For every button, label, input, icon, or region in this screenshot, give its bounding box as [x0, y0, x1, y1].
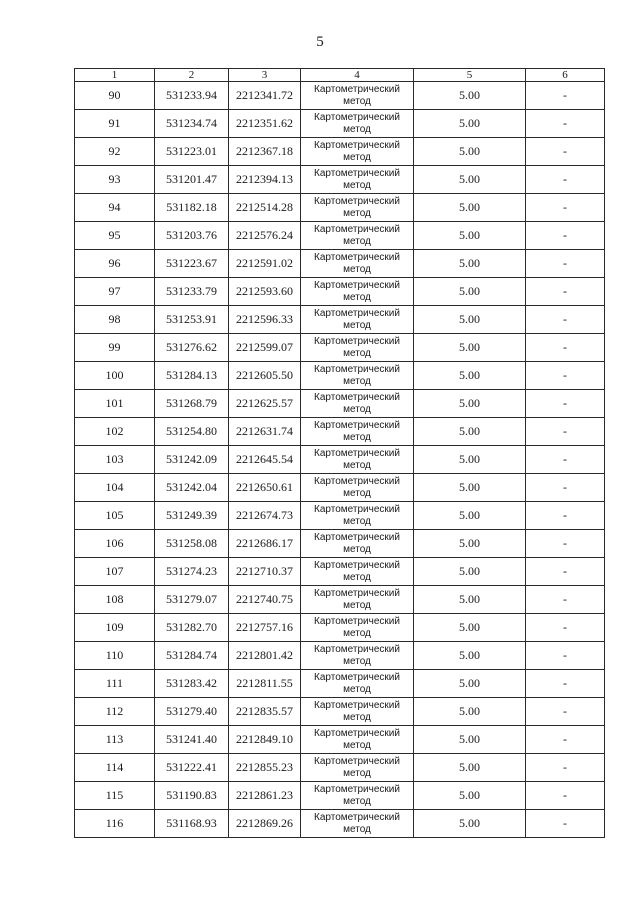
- point-number-cell: 110: [75, 642, 155, 670]
- method-line-1: Картометрический: [314, 755, 400, 767]
- table-row: [75, 698, 605, 726]
- description-cell: -: [526, 726, 605, 754]
- point-number-cell: 98: [75, 306, 155, 334]
- method-line-2: метод: [343, 487, 371, 499]
- point-number-cell: 108: [75, 586, 155, 614]
- method-line-1: Картометрический: [314, 643, 400, 655]
- method-line-2: метод: [343, 403, 371, 415]
- y-coordinate-cell: 2212576.24: [229, 222, 301, 250]
- x-coordinate-cell: 531254.80: [155, 418, 229, 446]
- method-line-2: метод: [343, 795, 371, 807]
- method-cell: [301, 362, 414, 390]
- method-line-2: метод: [343, 431, 371, 443]
- x-coordinate-cell: 531276.62: [155, 334, 229, 362]
- method-line-1: Картометрический: [314, 139, 400, 151]
- x-coordinate-cell: 531233.94: [155, 82, 229, 110]
- description-cell: -: [526, 334, 605, 362]
- y-coordinate-cell: 2212351.62: [229, 110, 301, 138]
- description-cell: -: [526, 698, 605, 726]
- y-coordinate-cell: 2212650.61: [229, 474, 301, 502]
- method-cell: [301, 222, 414, 250]
- y-coordinate-cell: 2212625.57: [229, 390, 301, 418]
- point-number-cell: 113: [75, 726, 155, 754]
- method-cell: [301, 166, 414, 194]
- header-cell: 5: [414, 69, 526, 82]
- accuracy-cell: 5.00: [414, 502, 526, 530]
- table-row: [75, 138, 605, 166]
- method-line-1: Картометрический: [314, 391, 400, 403]
- y-coordinate-cell: 2212855.23: [229, 754, 301, 782]
- table-row: [75, 670, 605, 698]
- description-cell: -: [526, 614, 605, 642]
- y-coordinate-cell: 2212591.02: [229, 250, 301, 278]
- method-line-2: метод: [343, 459, 371, 471]
- description-cell: -: [526, 558, 605, 586]
- y-coordinate-cell: 2212599.07: [229, 334, 301, 362]
- x-coordinate-cell: 531279.40: [155, 698, 229, 726]
- point-number-cell: 112: [75, 698, 155, 726]
- y-coordinate-cell: 2212341.72: [229, 82, 301, 110]
- method-line-2: метод: [343, 95, 371, 107]
- header-cell: 4: [301, 69, 414, 82]
- method-line-1: Картометрический: [314, 699, 400, 711]
- description-cell: -: [526, 530, 605, 558]
- accuracy-cell: 5.00: [414, 418, 526, 446]
- method-line-2: метод: [343, 515, 371, 527]
- method-cell: [301, 810, 414, 838]
- description-cell: -: [526, 390, 605, 418]
- x-coordinate-cell: 531223.01: [155, 138, 229, 166]
- description-cell: -: [526, 166, 605, 194]
- accuracy-cell: 5.00: [414, 586, 526, 614]
- y-coordinate-cell: 2212605.50: [229, 362, 301, 390]
- point-number-cell: 103: [75, 446, 155, 474]
- coordinates-table: [74, 68, 605, 838]
- x-coordinate-cell: 531284.74: [155, 642, 229, 670]
- method-line-1: Картометрический: [314, 363, 400, 375]
- description-cell: -: [526, 250, 605, 278]
- point-number-cell: 90: [75, 82, 155, 110]
- y-coordinate-cell: 2212861.23: [229, 782, 301, 810]
- x-coordinate-cell: 531279.07: [155, 586, 229, 614]
- accuracy-cell: 5.00: [414, 670, 526, 698]
- header-cell: 1: [75, 69, 155, 82]
- table-row: [75, 194, 605, 222]
- y-coordinate-cell: 2212631.74: [229, 418, 301, 446]
- method-cell: [301, 558, 414, 586]
- method-cell: [301, 642, 414, 670]
- description-cell: -: [526, 138, 605, 166]
- x-coordinate-cell: 531233.79: [155, 278, 229, 306]
- x-coordinate-cell: 531274.23: [155, 558, 229, 586]
- method-line-1: Картометрический: [314, 559, 400, 571]
- header-cell: 3: [229, 69, 301, 82]
- table-row: [75, 782, 605, 810]
- method-line-2: метод: [343, 207, 371, 219]
- description-cell: -: [526, 782, 605, 810]
- method-line-1: Картометрический: [314, 111, 400, 123]
- method-line-2: метод: [343, 627, 371, 639]
- method-cell: [301, 250, 414, 278]
- method-cell: [301, 418, 414, 446]
- description-cell: -: [526, 474, 605, 502]
- accuracy-cell: 5.00: [414, 698, 526, 726]
- point-number-cell: 96: [75, 250, 155, 278]
- point-number-cell: 102: [75, 418, 155, 446]
- point-number-cell: 116: [75, 810, 155, 838]
- method-line-1: Картометрический: [314, 335, 400, 347]
- x-coordinate-cell: 531190.83: [155, 782, 229, 810]
- accuracy-cell: 5.00: [414, 530, 526, 558]
- method-cell: [301, 334, 414, 362]
- x-coordinate-cell: 531242.09: [155, 446, 229, 474]
- table-row: [75, 110, 605, 138]
- description-cell: -: [526, 110, 605, 138]
- method-line-1: Картометрический: [314, 195, 400, 207]
- method-cell: [301, 670, 414, 698]
- method-line-2: метод: [343, 823, 371, 835]
- y-coordinate-cell: 2212801.42: [229, 642, 301, 670]
- y-coordinate-cell: 2212514.28: [229, 194, 301, 222]
- table-row: [75, 250, 605, 278]
- method-cell: [301, 698, 414, 726]
- method-line-1: Картометрический: [314, 419, 400, 431]
- accuracy-cell: 5.00: [414, 642, 526, 670]
- method-cell: [301, 726, 414, 754]
- y-coordinate-cell: 2212367.18: [229, 138, 301, 166]
- point-number-cell: 99: [75, 334, 155, 362]
- point-number-cell: 107: [75, 558, 155, 586]
- x-coordinate-cell: 531223.67: [155, 250, 229, 278]
- table-row: [75, 474, 605, 502]
- table-row: [75, 82, 605, 110]
- table-row: [75, 222, 605, 250]
- table-row: [75, 446, 605, 474]
- accuracy-cell: 5.00: [414, 166, 526, 194]
- table-row: [75, 390, 605, 418]
- method-line-2: метод: [343, 543, 371, 555]
- table-row: [75, 810, 605, 838]
- point-number-cell: 91: [75, 110, 155, 138]
- page-number: 5: [316, 34, 324, 50]
- method-line-2: метод: [343, 739, 371, 751]
- y-coordinate-cell: 2212645.54: [229, 446, 301, 474]
- method-line-1: Картометрический: [314, 531, 400, 543]
- accuracy-cell: 5.00: [414, 222, 526, 250]
- method-cell: [301, 390, 414, 418]
- description-cell: -: [526, 642, 605, 670]
- method-cell: [301, 614, 414, 642]
- method-line-2: метод: [343, 123, 371, 135]
- method-line-1: Картометрический: [314, 587, 400, 599]
- method-cell: [301, 474, 414, 502]
- table-row: [75, 558, 605, 586]
- description-cell: -: [526, 502, 605, 530]
- method-line-1: Картометрический: [314, 307, 400, 319]
- method-line-1: Картометрический: [314, 503, 400, 515]
- description-cell: -: [526, 82, 605, 110]
- method-line-2: метод: [343, 571, 371, 583]
- accuracy-cell: 5.00: [414, 278, 526, 306]
- description-cell: -: [526, 754, 605, 782]
- table-row: [75, 614, 605, 642]
- x-coordinate-cell: 531201.47: [155, 166, 229, 194]
- method-line-2: метод: [343, 375, 371, 387]
- header-cell: 2: [155, 69, 229, 82]
- method-cell: [301, 782, 414, 810]
- x-coordinate-cell: 531284.13: [155, 362, 229, 390]
- method-line-2: метод: [343, 291, 371, 303]
- point-number-cell: 111: [75, 670, 155, 698]
- method-cell: [301, 82, 414, 110]
- y-coordinate-cell: 2212740.75: [229, 586, 301, 614]
- method-line-1: Картометрический: [314, 83, 400, 95]
- accuracy-cell: 5.00: [414, 782, 526, 810]
- accuracy-cell: 5.00: [414, 474, 526, 502]
- table-row: [75, 726, 605, 754]
- point-number-cell: 92: [75, 138, 155, 166]
- method-line-1: Картометрический: [314, 783, 400, 795]
- point-number-cell: 94: [75, 194, 155, 222]
- x-coordinate-cell: 531268.79: [155, 390, 229, 418]
- method-line-1: Картометрический: [314, 167, 400, 179]
- y-coordinate-cell: 2212869.26: [229, 810, 301, 838]
- y-coordinate-cell: 2212835.57: [229, 698, 301, 726]
- table-row: [75, 306, 605, 334]
- y-coordinate-cell: 2212596.33: [229, 306, 301, 334]
- table-row: [75, 530, 605, 558]
- x-coordinate-cell: 531168.93: [155, 810, 229, 838]
- method-line-1: Картометрический: [314, 615, 400, 627]
- point-number-cell: 106: [75, 530, 155, 558]
- accuracy-cell: 5.00: [414, 250, 526, 278]
- description-cell: -: [526, 670, 605, 698]
- accuracy-cell: 5.00: [414, 334, 526, 362]
- accuracy-cell: 5.00: [414, 614, 526, 642]
- method-cell: [301, 586, 414, 614]
- point-number-cell: 114: [75, 754, 155, 782]
- header-cell: 6: [526, 69, 605, 82]
- accuracy-cell: 5.00: [414, 110, 526, 138]
- header-row: [75, 69, 605, 82]
- accuracy-cell: 5.00: [414, 446, 526, 474]
- accuracy-cell: 5.00: [414, 810, 526, 838]
- table-row: [75, 418, 605, 446]
- description-cell: -: [526, 306, 605, 334]
- method-line-2: метод: [343, 151, 371, 163]
- method-cell: [301, 306, 414, 334]
- y-coordinate-cell: 2212849.10: [229, 726, 301, 754]
- point-number-cell: 104: [75, 474, 155, 502]
- method-cell: [301, 278, 414, 306]
- method-cell: [301, 138, 414, 166]
- method-line-2: метод: [343, 683, 371, 695]
- point-number-cell: 109: [75, 614, 155, 642]
- description-cell: -: [526, 362, 605, 390]
- table-row: [75, 334, 605, 362]
- x-coordinate-cell: 531283.42: [155, 670, 229, 698]
- method-line-1: Картометрический: [314, 727, 400, 739]
- method-line-2: метод: [343, 767, 371, 779]
- x-coordinate-cell: 531282.70: [155, 614, 229, 642]
- method-line-2: метод: [343, 319, 371, 331]
- y-coordinate-cell: 2212710.37: [229, 558, 301, 586]
- point-number-cell: 95: [75, 222, 155, 250]
- method-line-1: Картометрический: [314, 671, 400, 683]
- accuracy-cell: 5.00: [414, 390, 526, 418]
- description-cell: -: [526, 446, 605, 474]
- method-line-2: метод: [343, 711, 371, 723]
- description-cell: -: [526, 418, 605, 446]
- point-number-cell: 97: [75, 278, 155, 306]
- table-row: [75, 278, 605, 306]
- method-line-2: метод: [343, 347, 371, 359]
- x-coordinate-cell: 531258.08: [155, 530, 229, 558]
- description-cell: -: [526, 194, 605, 222]
- method-line-2: метод: [343, 235, 371, 247]
- method-cell: [301, 446, 414, 474]
- method-line-2: метод: [343, 655, 371, 667]
- method-line-2: метод: [343, 179, 371, 191]
- point-number-cell: 93: [75, 166, 155, 194]
- accuracy-cell: 5.00: [414, 362, 526, 390]
- method-line-1: Картометрический: [314, 279, 400, 291]
- y-coordinate-cell: 2212593.60: [229, 278, 301, 306]
- table-row: [75, 502, 605, 530]
- method-line-2: метод: [343, 599, 371, 611]
- y-coordinate-cell: 2212394.13: [229, 166, 301, 194]
- accuracy-cell: 5.00: [414, 754, 526, 782]
- x-coordinate-cell: 531249.39: [155, 502, 229, 530]
- y-coordinate-cell: 2212686.17: [229, 530, 301, 558]
- description-cell: -: [526, 586, 605, 614]
- x-coordinate-cell: 531182.18: [155, 194, 229, 222]
- x-coordinate-cell: 531203.76: [155, 222, 229, 250]
- method-line-1: Картометрический: [314, 223, 400, 235]
- method-cell: [301, 530, 414, 558]
- y-coordinate-cell: 2212811.55: [229, 670, 301, 698]
- accuracy-cell: 5.00: [414, 558, 526, 586]
- accuracy-cell: 5.00: [414, 306, 526, 334]
- x-coordinate-cell: 531242.04: [155, 474, 229, 502]
- point-number-cell: 101: [75, 390, 155, 418]
- method-line-2: метод: [343, 263, 371, 275]
- x-coordinate-cell: 531222.41: [155, 754, 229, 782]
- table-row: [75, 642, 605, 670]
- description-cell: -: [526, 278, 605, 306]
- method-line-1: Картометрический: [314, 811, 400, 823]
- method-cell: [301, 502, 414, 530]
- method-cell: [301, 754, 414, 782]
- description-cell: -: [526, 222, 605, 250]
- method-line-1: Картометрический: [314, 475, 400, 487]
- table-row: [75, 754, 605, 782]
- point-number-cell: 115: [75, 782, 155, 810]
- point-number-cell: 100: [75, 362, 155, 390]
- method-cell: [301, 194, 414, 222]
- accuracy-cell: 5.00: [414, 194, 526, 222]
- method-line-1: Картометрический: [314, 251, 400, 263]
- x-coordinate-cell: 531253.91: [155, 306, 229, 334]
- point-number-cell: 105: [75, 502, 155, 530]
- y-coordinate-cell: 2212674.73: [229, 502, 301, 530]
- method-cell: [301, 110, 414, 138]
- accuracy-cell: 5.00: [414, 82, 526, 110]
- table-row: [75, 586, 605, 614]
- y-coordinate-cell: 2212757.16: [229, 614, 301, 642]
- accuracy-cell: 5.00: [414, 726, 526, 754]
- method-line-1: Картометрический: [314, 447, 400, 459]
- x-coordinate-cell: 531234.74: [155, 110, 229, 138]
- accuracy-cell: 5.00: [414, 138, 526, 166]
- description-cell: -: [526, 810, 605, 838]
- table-row: [75, 362, 605, 390]
- x-coordinate-cell: 531241.40: [155, 726, 229, 754]
- table-row: [75, 166, 605, 194]
